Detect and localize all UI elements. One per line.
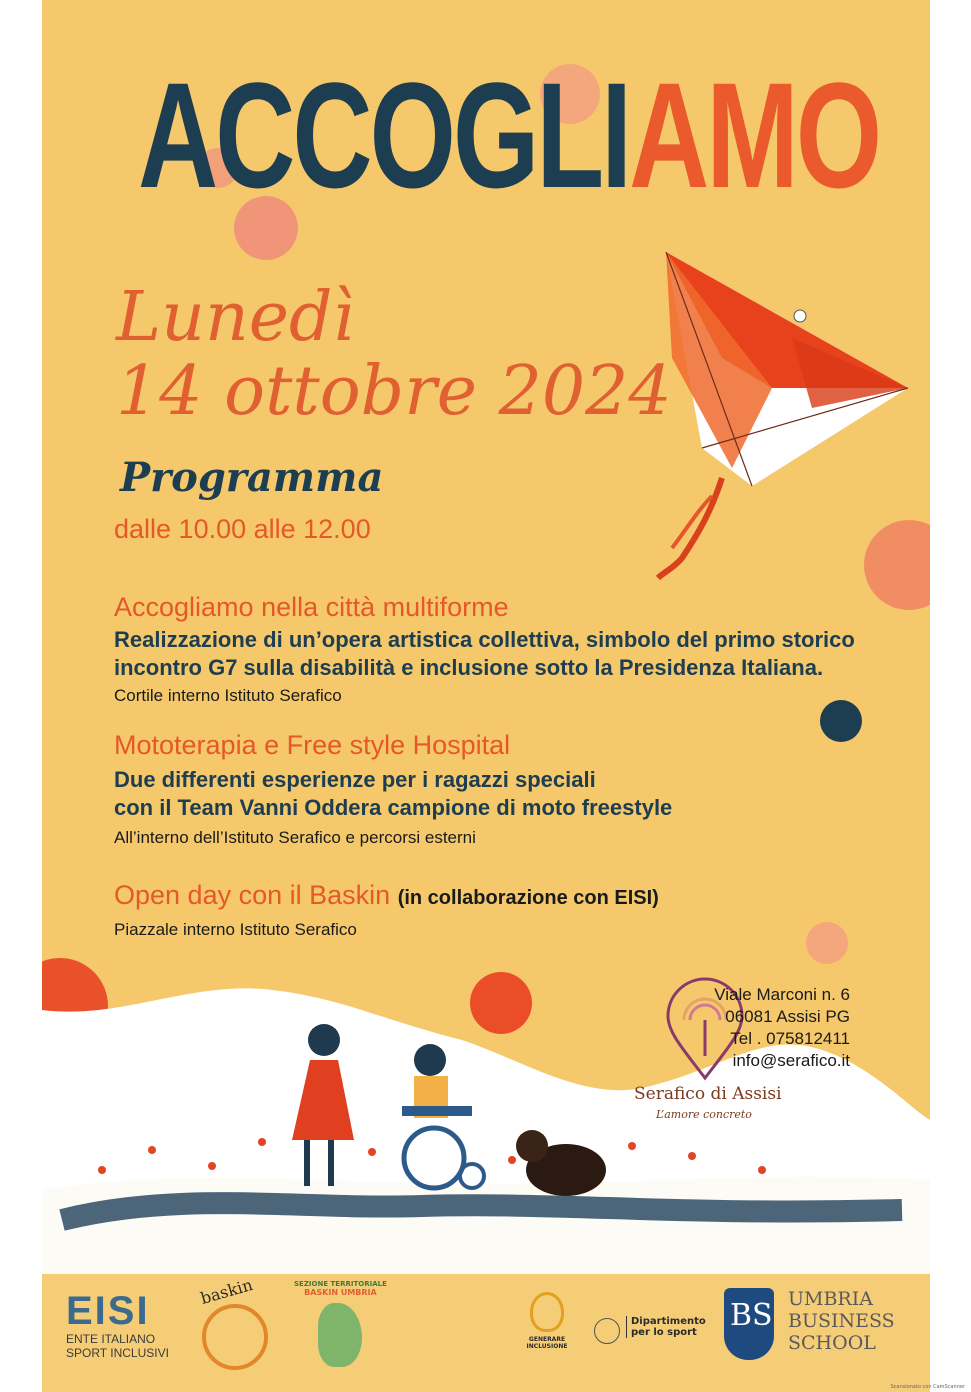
decor-circle (806, 922, 848, 964)
baskin-logo-icon (202, 1304, 268, 1370)
umbria-region-icon (318, 1303, 362, 1367)
ubs-line1: UMBRIA (788, 1288, 873, 1310)
page-title (138, 51, 880, 219)
ubs-logo-text (788, 1288, 895, 1354)
decor-circle (820, 700, 862, 742)
republic-emblem-icon (594, 1318, 620, 1344)
event-location: Piazzale interno Istituto Serafico (114, 920, 357, 939)
event-day: Lunedì (116, 278, 355, 357)
serafico-name: Serafico di Assisi (634, 1084, 782, 1104)
event-description: Due differenti esperienze per i ragazzi speciali (114, 767, 596, 792)
contact-city: 06081 Assisi PG (725, 1007, 850, 1026)
event-title: Accogliamo nella città multiforme (114, 592, 509, 622)
event-title-text: Open day con il Baskin (114, 880, 391, 910)
event-description: con il Team Vanni Oddera campione di moto freestyle (114, 795, 673, 820)
contact-email: info@serafico.it (732, 1051, 850, 1070)
dipartimento-line1: Dipartimento (631, 1316, 706, 1327)
sponsor-footer (42, 1274, 930, 1392)
generare-logo (522, 1292, 572, 1350)
poster (42, 0, 930, 1392)
contact-address: Viale Marconi n. 6 (714, 985, 850, 1004)
generare-icon (530, 1292, 564, 1332)
eisi-line2: SPORT INCLUSIVI (66, 1346, 169, 1360)
eisi-line1: ENTE ITALIANO (66, 1332, 156, 1346)
sezione-logo (294, 1280, 387, 1367)
contact-phone: Tel . 075812411 (730, 1029, 850, 1048)
scanner-credit: Scansionato con CamScanner (890, 1384, 965, 1390)
event-date: 14 ottobre 2024 (116, 352, 672, 431)
event-location: All’interno dell’Istituto Serafico e percorsi esterni (114, 828, 476, 847)
program-hours: dalle 10.00 alle 12.00 (114, 514, 371, 544)
sezione-line1: SEZIONE TERRITORIALE (294, 1280, 387, 1288)
event-description: incontro G7 sulla disabilità e inclusione sotto la Presidenza Italiana. (114, 655, 824, 680)
event-title: Mototerapia e Free style Hospital (114, 730, 511, 760)
sezione-line2: BASKIN UMBRIA (304, 1288, 377, 1297)
dipartimento-logo (626, 1316, 706, 1338)
eisi-logo (66, 1290, 169, 1360)
eisi-mark: EISI (66, 1289, 150, 1333)
title-part-orange: AMO (629, 51, 880, 219)
generare-line2: INCLUSIONE (526, 1343, 568, 1350)
event-location: Cortile interno Istituto Serafico (114, 686, 342, 705)
event-title (114, 880, 659, 911)
title-part-navy: ACCOGLI (138, 51, 630, 219)
ubs-line2: BUSINESS (788, 1310, 895, 1332)
program-heading: Programma (120, 454, 384, 501)
baskin-name: baskin (198, 1275, 255, 1308)
ubs-mark: BS (730, 1298, 773, 1333)
ubs-line3: SCHOOL (788, 1332, 876, 1354)
event-title-note: (in collaborazione con EISI) (397, 887, 659, 909)
serafico-tagline: L’amore concreto (656, 1108, 752, 1121)
event-description: Realizzazione di un’opera artistica collettiva, simbolo del primo storico (114, 627, 855, 652)
dipartimento-line2: per lo sport (631, 1327, 697, 1338)
contact-block (714, 984, 850, 1072)
generare-line1: GENERARE (528, 1336, 566, 1343)
